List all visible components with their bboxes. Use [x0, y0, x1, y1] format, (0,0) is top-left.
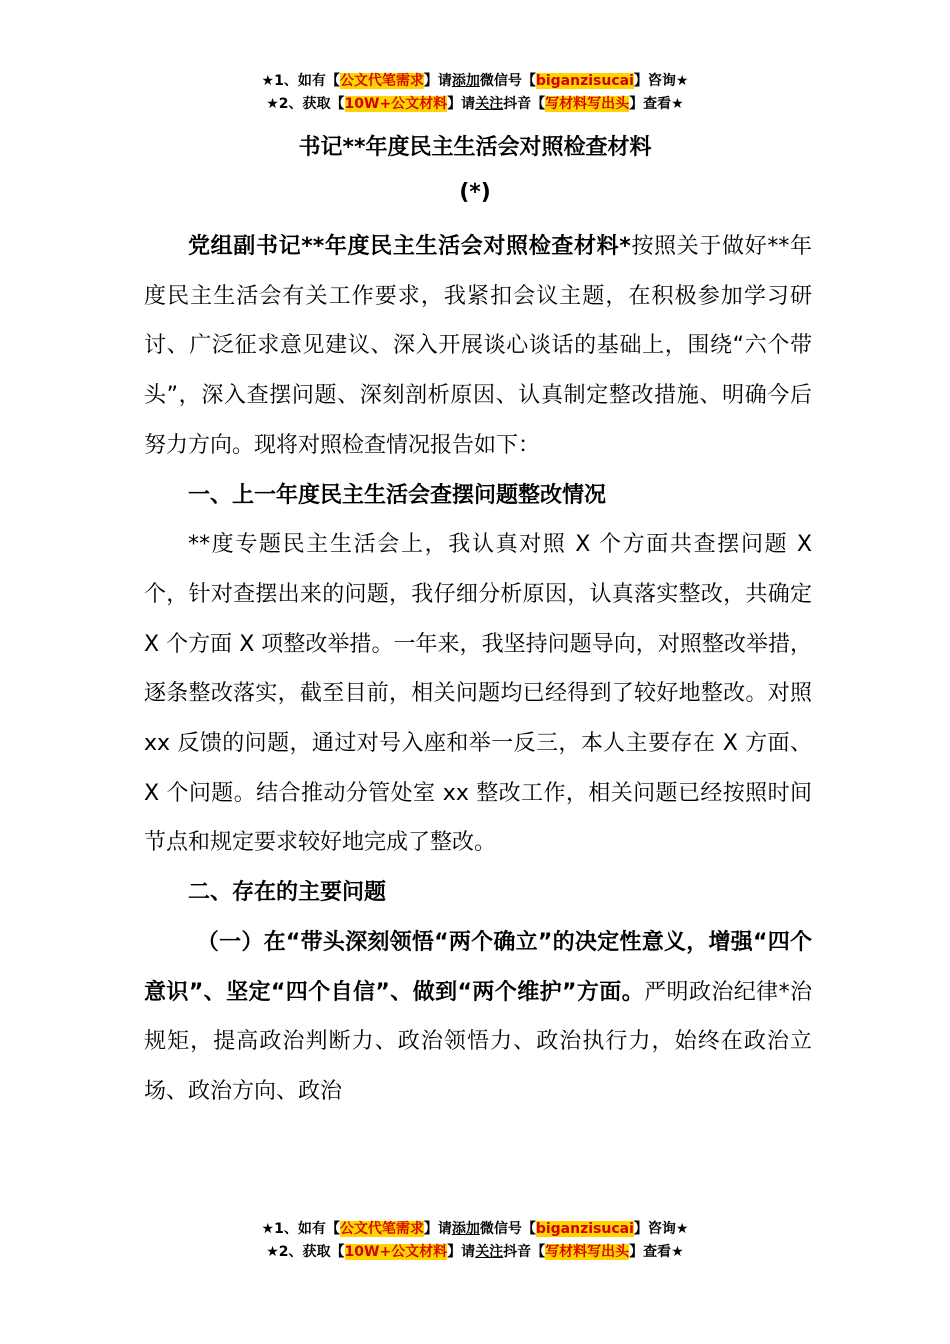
highlight-text: 公文代笔需求 — [339, 1221, 424, 1237]
highlight-text: 10W+公文材料 — [344, 96, 448, 112]
section-2-heading: 二、存在的主要问题 — [188, 880, 387, 906]
section-1-heading: 一、上一年度民主生活会查摆问题整改情况 — [188, 482, 607, 508]
promo-banner-top — [0, 70, 950, 116]
intro-paragraph — [144, 222, 812, 471]
highlight-text: biganzisucai — [535, 1221, 634, 1237]
section-1-paragraph: **度专题民主生活会上，我认真对照 X 个方面共查摆问题 X 个，针对查摆出来的问题，我仔细分析原因，认真落实整改，共确定 X 个方面 X 项整改举措。一年来，我坚持问题导向，对照整改举措，逐条整改落实，截至目前，相关问题均已经得到了较好地整改。对照 xx 反馈的问题，通过对号入座和举一反三，本人主要存在 X 方面、X 个问题。结合推动分管处室 xx 整改工作，相关问题已经按照时间节点和规定要求较好地完成了整改。 — [144, 532, 812, 856]
subsection-bold: （一）在“带头深刻领悟“两个确立”的决定性意义，增强“四个意识”、坚定“四个自信”、做到“两个维护”方面。 — [144, 929, 812, 1005]
subsection-text: 严明政治纪律*治规矩，提高政治判断力、政治领悟力、政治执行力，始终在政治立场、政治方向、政治 — [144, 979, 812, 1104]
intro-bold: 党组副书记**年度民主生活会对照检查材料* — [188, 234, 631, 259]
section-2-subsection-1 — [144, 918, 812, 1117]
highlight-text: 公文代笔需求 — [339, 73, 424, 89]
highlight-text: 写材料写出头 — [545, 1244, 630, 1260]
intro-text: 按照关于做好**年度民主生活会有关工作要求，我紧扣会议主题，在积极参加学习研讨、广泛征求意见建议、深入开展谈心谈话的基础上，围绕“六个带头”，深入查摆问题、深刻剖析原因、认真制定整改措施、明确今后努力方向。现将对照检查情况报告如下： — [144, 234, 812, 458]
promo-line-1: ★1、如有【公文代笔需求】请添加微信号【biganzisucai】咨询★ — [261, 1221, 689, 1237]
highlight-text: 写材料写出头 — [545, 96, 630, 112]
document-body — [144, 222, 812, 1117]
promo-line-2: ★2、获取【10W+公文材料】请关注抖音【写材料写出头】查看★ — [266, 1244, 684, 1260]
highlight-text: 10W+公文材料 — [344, 1244, 448, 1260]
document-subtitle: (*) — [459, 180, 491, 205]
promo-banner-bottom — [0, 1218, 950, 1264]
promo-line-1: ★1、如有【公文代笔需求】请添加微信号【biganzisucai】咨询★ — [261, 73, 689, 89]
promo-line-2: ★2、获取【10W+公文材料】请关注抖音【写材料写出头】查看★ — [266, 96, 684, 112]
document-title: 书记**年度民主生活会对照检查材料 — [298, 135, 652, 160]
highlight-text: biganzisucai — [535, 73, 634, 89]
